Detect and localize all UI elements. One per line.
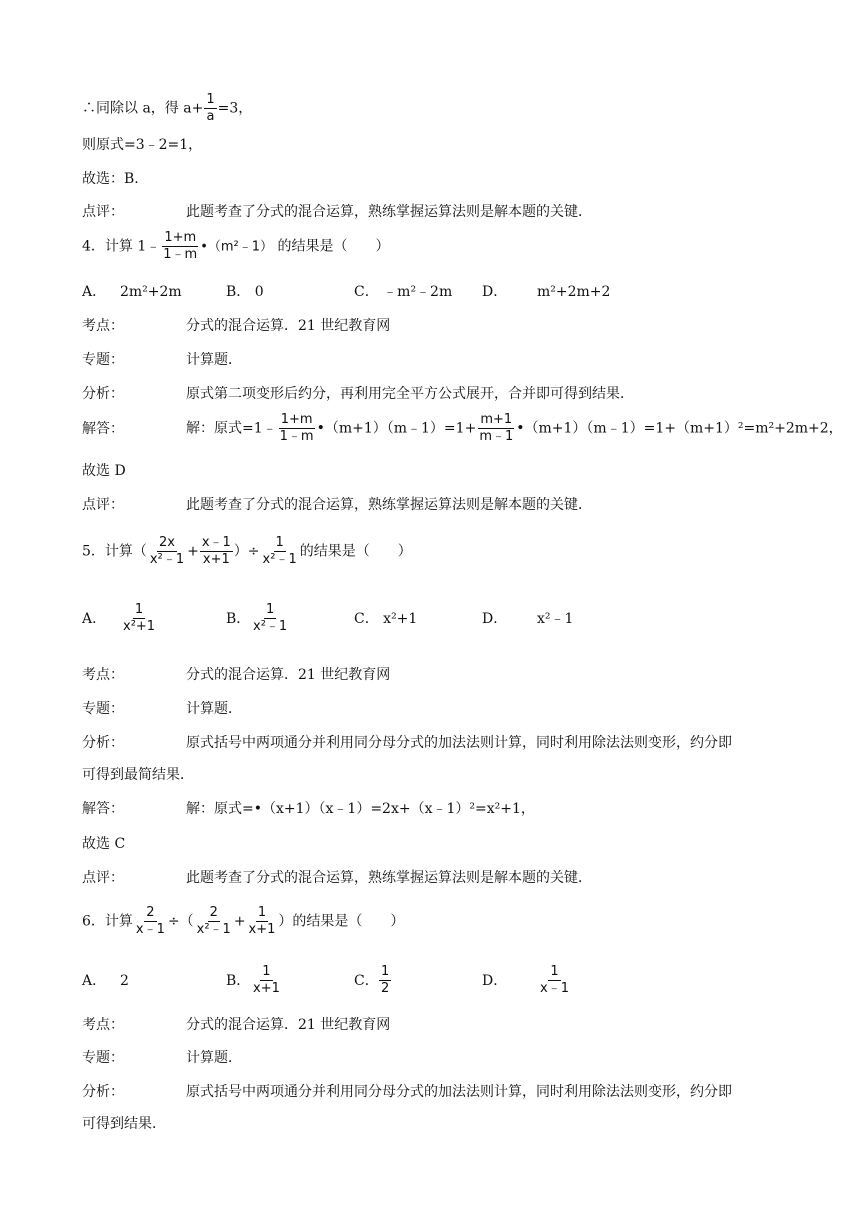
dianping-text: 此题考查了分式的混合运算，熟练掌握运算法则是解本题的关键． [186,204,592,220]
kaodian-text: 分式的混合运算．21 世纪教育网 [186,667,391,683]
fenxi-text-cont: 可得到结果． [82,1116,166,1132]
fraction: $\frac{1}{x+1}$ [253,964,280,996]
label-zhuanti: 专题： [82,1050,124,1066]
kaodian-text: 分式的混合运算．21 世纪教育网 [186,1017,391,1033]
label-kaodian: 考点： [82,667,124,683]
q4-option-a: A． [82,284,107,300]
intro-line-1: ∴同除以 a，得 a+ $\frac{1}{a}$ =3， [82,92,253,124]
label-dianping: 点评： [82,870,124,886]
fraction: $\frac{1}{2}$ [381,964,390,996]
intro-line-3: 故选：B. [82,171,139,187]
q5-option-a: A． [82,611,107,627]
fraction: $\frac{1}{\text{x²﹣1}}$ [262,535,297,567]
label-jieda: 解答： [82,421,124,437]
q6-option-c: C． [354,973,379,989]
fenxi-text: 原式括号中两项通分并利用同分母分式的加法法则计算，同时利用除法法则变形，约分即 [186,735,732,751]
q6-option-b-value [250,964,283,997]
label-dianping: 点评： [82,204,124,220]
label-fenxi: 分析： [82,386,124,402]
label-zhuanti: 专题： [82,701,124,717]
jieda-text: 解：原式=•（x+1）（x﹣1）=2x+（x﹣1）²=x²+1， [186,801,535,817]
zhuanti-text: 计算题． [186,352,242,368]
q5-option-d-value: x²﹣1 [537,611,574,627]
intro-line-2: 则原式=3﹣2=1， [82,137,203,153]
q5-option-b-value [250,602,290,635]
q4-option-a-value: 2m²+2m [120,284,182,300]
fraction: $\frac{2x}{\text{x²﹣1}}$ [149,535,185,567]
label-fenxi: 分析： [82,735,124,751]
q6-option-c-value [378,964,392,997]
fenxi-text-cont: 可得到最简结果． [82,767,194,783]
q6-option-b: B． [226,973,251,989]
fraction: $\frac{x﹣1}{x+1}$ [201,535,231,567]
q5-option-a-value [120,602,158,635]
fenxi-text: 原式括号中两项通分并利用同分母分式的加法法则计算，同时利用除法法则变形，约分即 [186,1084,732,1100]
kaodian-text: 分式的混合运算．21 世纪教育网 [186,318,391,334]
q6-option-a-value: 2 [120,973,129,989]
intro-line-1-text: ∴同除以 a，得 a+ [82,100,204,117]
fenxi-text: 原式第二项变形后约分，再利用完全平方公式展开，合并即可得到结果． [186,386,634,402]
guxuan: 故选 C [82,836,126,852]
guxuan: 故选 D [82,463,126,479]
q5-option-d: D． [482,611,508,627]
fraction: $\frac{1}{\text{x²+1}}$ [123,602,156,634]
dianping-text: 此题考查了分式的混合运算，熟练掌握运算法则是解本题的关键． [186,870,592,886]
q6-option-d-value [537,964,572,997]
q4-option-b: B． 0 [226,284,264,300]
q5-stem: 5．计算（ $\frac{2x}{\text{x²﹣1}}$ + $\frac{x﹣1}{x+1}$ ）÷ $\frac{1}{\text{x²﹣1}}$ 的结果是（ ） [82,535,412,567]
fraction: $\frac{1}{x+1}$ [248,905,276,937]
fraction: $\frac{1+m}{1﹣m}$ [163,230,198,262]
label-fenxi: 分析： [82,1084,124,1100]
fraction: $\frac{m+1}{m﹣1}$ [479,412,514,444]
fraction: $\frac{2}{x﹣1}$ [135,905,165,937]
jieda-text: 解：原式=1﹣ $\frac{1+m}{1﹣m}$ •（m+1）（m﹣1）=1+ $\frac{m+1}{m﹣1}$ •（m+1）（m﹣1）=1+（m+1）²=m²+2m+2， [186,412,843,444]
fraction: $\frac{1}{\text{x²﹣1}}$ [253,602,288,634]
label-kaodian: 考点： [82,1017,124,1033]
q4-option-d: D． [482,284,508,300]
dianping-text: 此题考查了分式的混合运算，熟练掌握运算法则是解本题的关键． [186,497,592,513]
q6-stem: 6．计算 $\frac{2}{x﹣1}$ ÷（ $\frac{2}{\text{x²﹣1}}$ + $\frac{1}{x+1}$ ）的结果是（ ） [82,905,405,937]
fraction: $\frac{1+m}{1﹣m}$ [279,412,314,444]
label-kaodian: 考点： [82,318,124,334]
label-dianping: 点评： [82,497,124,513]
q6-option-a: A． [82,973,107,989]
zhuanti-text: 计算题． [186,701,242,717]
fraction: $\frac{2}{\text{x²﹣1}}$ [196,905,231,937]
q5-option-b: B． [226,611,251,627]
fraction: $\frac{1}{a}$ [206,92,215,124]
q5-option-c: C． x²+1 [354,611,418,627]
label-zhuanti: 专题： [82,352,124,368]
q4-option-d-value: m²+2m+2 [537,284,611,300]
zhuanti-text: 计算题． [186,1050,242,1066]
q4-stem: 4．计算 1﹣ $\frac{1+m}{1﹣m}$ •（m²﹣1） 的结果是（ ） [82,230,390,262]
label-jieda: 解答： [82,801,124,817]
q6-option-d: D． [482,973,508,989]
q4-option-c: C． ﹣m²﹣2m [354,284,453,300]
fraction: $\frac{1}{x﹣1}$ [540,964,569,996]
